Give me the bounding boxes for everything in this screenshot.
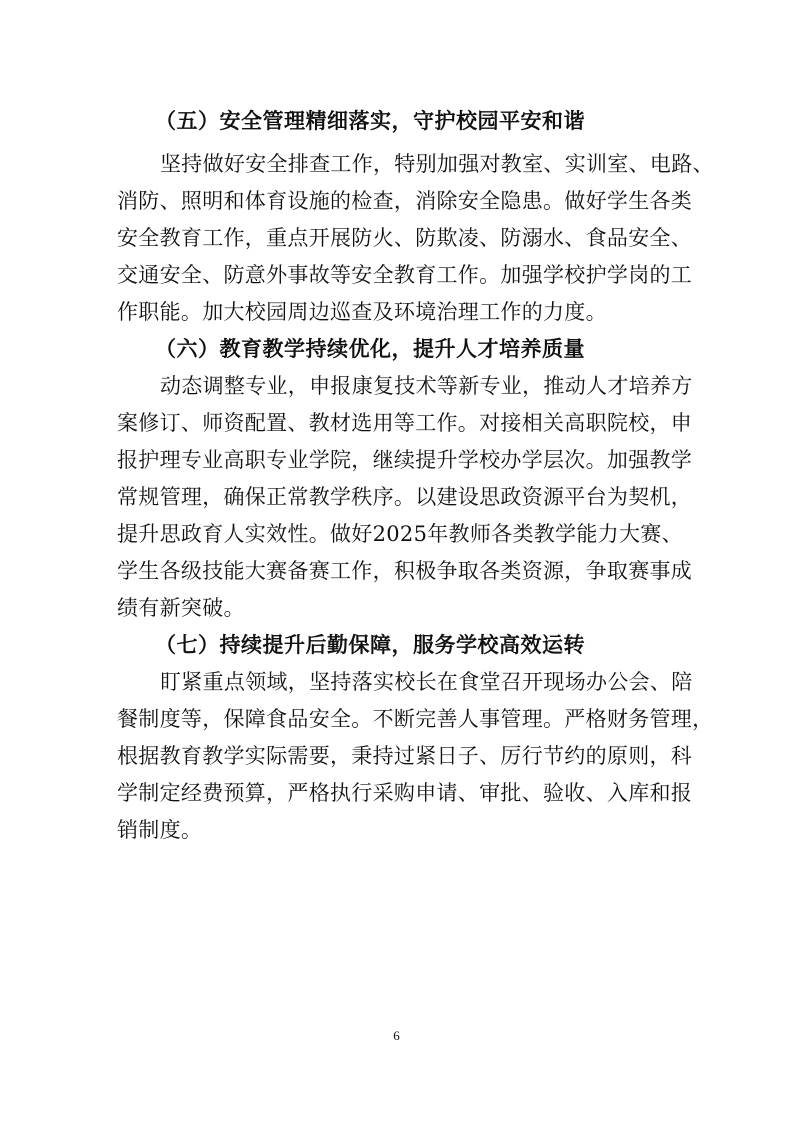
paragraph-line: 坚持做好安全排查工作，特别加强对教室、实训室、电路、 <box>160 152 714 176</box>
paragraph-line: 提升思政育人实效性。做好2025年教师各类教学能力大赛、 <box>117 522 683 546</box>
paragraph-line: 报护理专业高职专业学院，继续提升学校办学层次。加强教学 <box>117 448 693 472</box>
section-heading-5: （五）安全管理精细落实，守护校园平安和谐 <box>155 108 585 133</box>
page-number: 6 <box>393 1028 400 1043</box>
paragraph-line: 消防、照明和体育设施的检查，消除安全隐患。做好学生各类 <box>117 189 693 213</box>
paragraph-line: 案修订、师资配置、教材选用等工作。对接相关高职院校，申 <box>117 411 693 435</box>
paragraph-line: 根据教育教学实际需要，秉持过紧日子、厉行节约的原则，科 <box>117 744 693 768</box>
paragraph-line: 安全教育工作，重点开展防火、防欺凌、防溺水、食品安全、 <box>117 226 693 250</box>
paragraph-line: 交通安全、防意外事故等安全教育工作。加强学校护学岗的工 <box>117 263 693 287</box>
paragraph-line: 餐制度等，保障食品安全。不断完善人事管理。严格财务管理， <box>117 707 714 731</box>
paragraph-line: 动态调整专业，申报康复技术等新专业，推动人才培养方 <box>160 374 693 398</box>
paragraph-line: 学制定经费预算，严格执行采购申请、审批、验收、入库和报 <box>117 781 693 805</box>
paragraph-line: 常规管理，确保正常教学秩序。以建设思政资源平台为契机， <box>117 485 693 509</box>
section-heading-6: （六）教育教学持续优化，提升人才培养质量 <box>155 336 585 361</box>
paragraph-line: 作职能。加大校园周边巡查及环境治理工作的力度。 <box>117 300 607 324</box>
section-heading-7: （七）持续提升后勤保障，服务学校高效运转 <box>155 632 585 657</box>
paragraph-line: 绩有新突破。 <box>117 596 245 620</box>
paragraph-line: 学生各级技能大赛备赛工作，积极争取各类资源，争取赛事成 <box>117 559 693 583</box>
paragraph-line: 销制度。 <box>117 818 203 842</box>
paragraph-line: 盯紧重点领域，坚持落实校长在食堂召开现场办公会、陪 <box>160 670 693 694</box>
